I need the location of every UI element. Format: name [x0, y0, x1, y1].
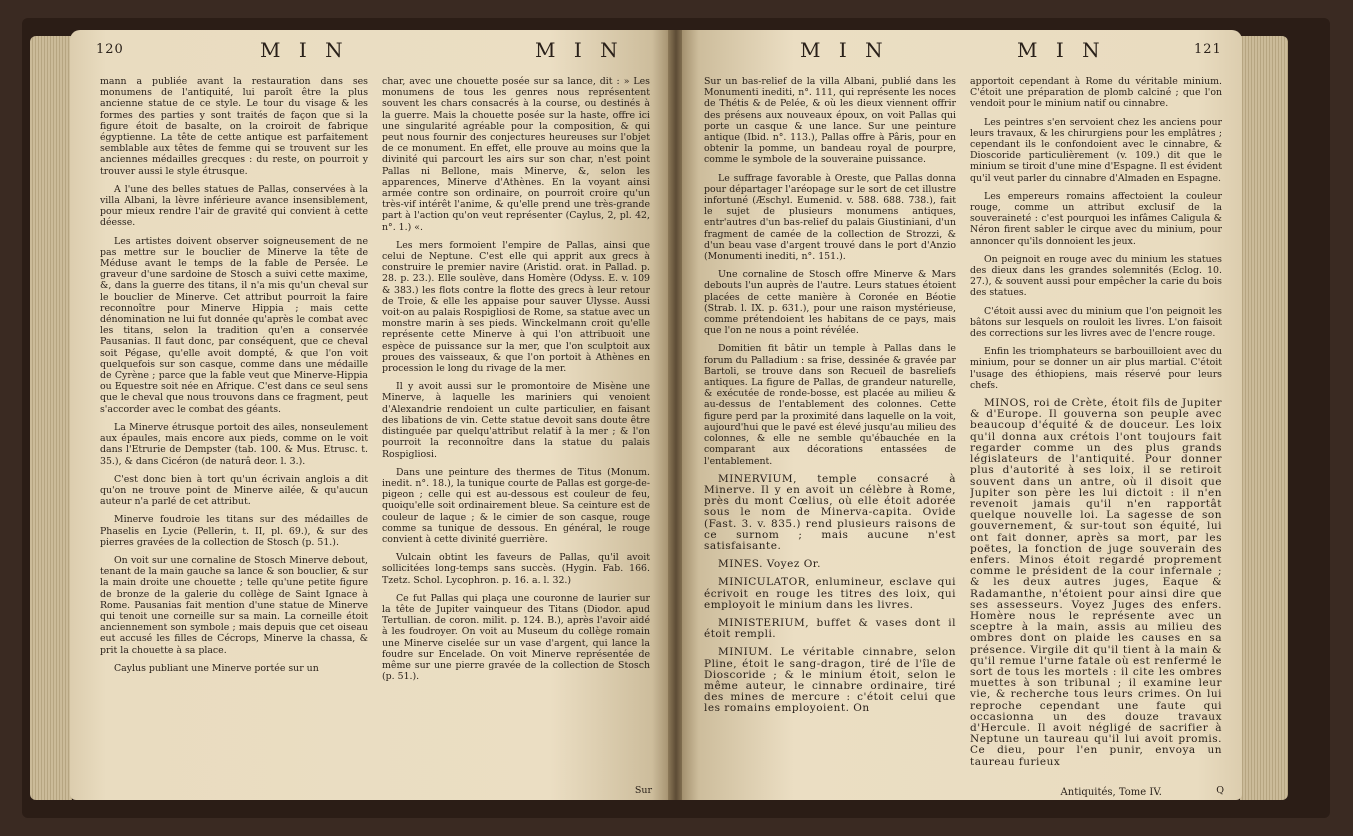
running-head-word: M I N: [1017, 38, 1106, 62]
catchword: Sur: [634, 785, 652, 796]
paragraph: Ce fut Pallas qui plaça une couronne de laurier sur la tête de Jupiter vainqueur des Titans (Diodor. apud Tertullian. de coron. milit. p. 124. B.), après l'avoir aidé à les foudroyer. On voit au Museum du collège romain une Minerve ciselée sur un vase d'argent, qui lance la foudre sur Encelade. On voit Minerve représentée de même sur une pierre gravée de la collection de Stosch (p. 51.).: [382, 592, 650, 683]
running-head-right: [682, 38, 1242, 68]
paragraph: Les mers formoient l'empire de Pallas, ainsi que celui de Neptune. C'est elle qui apprit aux grecs à construire le premier navire (Aristid. orat. in Pallad. p. 28. p. 23.). Elle soulève, dans Homère (Odyss. E. v. 109 & 383.) les flots contre la flotte des grecs à leur retour de Troie, & elle les appaise pour sauver Ulysse. Aussi voit-on au palais Rospigliosi de Rome, sa statue avec un monstre marin à ses pieds. Winckelmann croit qu'elle représente cette Minerve à qui l'on attribuoit une espèce de puissance sur la mer, que l'on sculptoit aux proues des vaisseaux, & que l'on portoit à Athènes en procession le long du rivage de la mer.: [382, 239, 650, 375]
left-page: [70, 30, 670, 800]
paragraph: Minerve foudroie les titans sur des médailles de Phaselis en Lycie (Pellerin, t. II, pl. 69.), & sur des pierres gravées de la collection de Stosch (p. 51.).: [100, 514, 368, 548]
right-page: [682, 30, 1242, 800]
text-column-2: [970, 76, 1222, 782]
paragraph: Domitien fit bâtir un temple à Pallas dans le forum du Palladium : sa frise, dessinée & gravée par Bartoli, se trouve dans son Recueil de basreliefs antiques. La figure de Pallas, de grandeur naturelle, & exécutée de ronde-bosse, est placée au milieu & au-dessus de l'entablement des colonnes. Cette figure perd par la proximité dans laquelle on la voit, aujourd'hui que le pavé est élevé jusqu'au milieu des colonnes, & elle ne semble qu'ébauchée en la comparant aux décorations entassées de l'entablement.: [704, 343, 956, 467]
entry-miniculator: MINICULATOR, enlumineur, esclave qui écrivoit en rouge les titres des loix, qui employoit le minium dans les livres.: [704, 576, 956, 611]
paragraph: C'est donc bien à tort qu'un écrivain anglois a dit qu'on ne trouve point de Minerve ailée, & qu'aucun auteur n'a parlé de cet attribut.: [100, 473, 368, 508]
page-edges-right: [1240, 36, 1288, 800]
running-head-word: M I N: [535, 38, 624, 62]
paragraph: Le suffrage favorable à Oreste, que Pallas donna pour départager l'aréopage sur le sort de cet illustre infortuné (Æschyl. Eumenid. v. 588. 688. 738.), fait le sujet de plusieurs monumens antiques, entr'autres d'un bas-relief du palais Giustiniani, d'un fragment de camée de la collection de Strozzi, & d'un beau vase d'argent trouvé dans le port d'Anzio (Monumenti inediti, n°. 151.).: [704, 172, 956, 263]
paragraph: Les empereurs romains affectoient la couleur rouge, comme un attribut exclusif de la souveraineté : c'est pourquoi les infâmes Caligula & Néron firent sabler le cirque avec du minium, pour annoncer qu'ils donnoient les jeux.: [970, 190, 1222, 247]
running-head-left: [70, 38, 670, 68]
paragraph: Une cornaline de Stosch offre Minerve & Mars debouts l'un auprès de l'autre. Leurs statues étoient placées de cette manière à Coronée en Béotie (Strab. l. IX. p. 631.), pour une raison mystérieuse, comme prétendoient les habitans de ce pays, mais que l'on ne nous a point révélée.: [704, 269, 956, 337]
paragraph: A l'une des belles statues de Pallas, conservées à la villa Albani, la lèvre inférieure avance insensiblement, pour mieux rendre l'air de gravité qui convient à cette déesse.: [100, 183, 368, 229]
text-column-1: [100, 76, 368, 782]
paragraph: La Minerve étrusque portoit des ailes, nonseulement aux épaules, mais encore aux pieds, comme on le voit dans l'Etrurie de Dempster (tab. 100. & Mus. Etrusc. t. 35.), & dans Cicéron (de naturâ deor. l. 3.).: [100, 421, 368, 467]
page-number: 121: [1194, 42, 1222, 57]
page-edges-left: [30, 36, 72, 800]
signature-line: Antiquités, Tome IV.: [1060, 787, 1162, 798]
paragraph: apportoit cependant à Rome du véritable minium. C'étoit une préparation de plomb calciné ; que l'on vendoit pour le minium natif ou cinnabre.: [970, 76, 1222, 110]
paragraph: Sur un bas-relief de la villa Albani, publié dans les Monumenti inediti, n°. 111, qui représente les noces de Thétis & de Pelée, & où les dieux viennent offrir des présens aux nouveaux époux, on voit Pallas qui porte un casque & une lance. Sur une peinture antique (Ibid. n°. 113.), Pallas offre à Pâris, pour en obtenir la pomme, un bandeau royal de pourpre, comme le symbole de la souveraine puissance.: [704, 76, 956, 166]
paragraph: On voit sur une cornaline de Stosch Minerve debout, tenant de la main gauche sa lance & son bouclier, & sur la main droite une chouette ; telle qu'une petite figure de bronze de la galerie du collège de Saint Ignace à Rome. Pausanias fait mention d'une statue de Minerve qui tenoit une corneille sur sa main. La corneille étoit anciennement son symbole ; mais depuis que cet oiseau eut accusé les filles de Cécrops, Minerve la chassa, & prit la chouette à sa place.: [100, 554, 368, 656]
paragraph: Dans une peinture des thermes de Titus (Monum. inedit. n°. 18.), la tunique courte de Pallas est gorge-de-pigeon ; celle qui est au-dessous est couleur de feu, quoiqu'elle soit ordinairement bleue. Sa ceinture est de couleur de laque ; & le cimier de son casque, rouge comme sa tunique de dessous. En général, le rouge convient à cette divinité guerrière.: [382, 466, 650, 545]
paragraph: char, avec une chouette posée sur sa lance, dit : » Les monumens de tous les genres nous représentent souvent les chars consacrés à la course, ou destinés à la guerre. Mais la chouette posée sur la haste, offre ici une singularité agréable pour la composition, & qui peut nous fournir des conjectures heureuses sur l'objet de ce monument. En effet, elle prouve au moins que la divinité qui parcourt les airs sur son char, n'est point Pallas ni Bellone, mais Minerve, &, selon les apparences, Minerve d'Athènes. En la voyant ainsi armée contre son ordinaire, on pourroit croire qu'un très-vif intérêt l'anime, & qu'elle prend une très-grande part à l'action qu'on veut représenter (Caylus, 2, pl. 42, n°. 1.) «.: [382, 76, 650, 233]
entry-minium: MINIUM. Le véritable cinnabre, selon Pline, étoit le sang-dragon, tiré de l'île de Dioscoride ; & le minium étoit, selon le même auteur, le cinnabre ordinaire, tiré des mines de mercure : c'étoit celui que les romains employoient. On: [704, 646, 956, 715]
paragraph: Vulcain obtint les faveurs de Pallas, qu'il avoit sollicitées long-temps sans succès. (Hygin. Fab. 166. Tzetz. Schol. Lycophron. p. 16. a. l. 32.): [382, 552, 650, 586]
paragraph: Il y avoit aussi sur le promontoire de Misène une Minerve, à laquelle les mariniers qui venoient d'Alexandrie rendoient un culte particulier, en faisant des libations de vin. Cette statue devoit sans doute être distinguée par quelqu'attribut relatif à la mer ; & l'on pourroit la reconnoître dans la statue du palais Rospigliosi.: [382, 381, 650, 460]
paragraph: mann a publiée avant la restauration dans ses monumens de l'antiquité, lui paroît être la plus ancienne statue de ce style. Le tour du visage & les formes des parties y sont traités de façon que si la figure étoit de basalte, on la croiroit de fabrique égyptienne. La tête de cette antique est parfaitement semblable aux têtes de femme qui se trouvent sur les anciennes médailles grecques : du reste, on pourroit y trouver aussi le style étrusque.: [100, 76, 368, 177]
page-number: 120: [96, 42, 124, 57]
catchword: Q: [1216, 785, 1224, 796]
running-head-word: M I N: [800, 38, 889, 62]
entry-mines: MINES. Voyez Or.: [718, 558, 822, 571]
text-column-2: [382, 76, 650, 782]
text-column-1: [704, 76, 956, 782]
entry-minervium: MINERVIUM, temple consacré à Minerve. Il y en avoit un célèbre à Rome, près du mont Cœlius, où elle étoit adorée sous le nom de Minerva-capita. Ovide (Fast. 3. v. 835.) rend plusieurs raisons de ce surnom ; mais aucune n'est satisfaisante.: [704, 472, 956, 552]
entry-ministerium: MINISTERIUM, buffet & vases dont il étoit rempli.: [704, 616, 956, 641]
entry-minos: MINOS, roi de Crète, étoit fils de Jupiter & d'Europe. Il gouverna son peuple avec beaucoup d'équité & de douceur. Les loix qu'il donna aux crétois l'ont toujours fait regarder comme un des plus grands législateurs de l'antiquité. Pour donner plus d'autorité à ses loix, il se retiroit souvent dans un antre, où il disoit que Jupiter son père les lui dictoit : il n'en revenoit jamais qu'il n'en rapportât quelque nouvelle loi. La sagesse de son gouvernement, & sur-tout son équité, lui ont fait donner, après sa mort, par les poëtes, la fonction de juge souverain des enfers. Minos étoit regardé proprement comme le président de la cour infernale ; & les deux autres juges, Eaque & Radamanthe, n'étoient pour ainsi dire que ses assesseurs. Voyez Juges des enfers. Homère nous le représente avec un sceptre à la main, assis au milieu des ombres dont on plaide les causes en sa présence. Virgile dit qu'il tient à la main & qu'il remue l'urne fatale où est renfermé le sort de tous les mortels : il cite les ombres muettes à son tribunal ; il examine leur vie, & recherche tous leurs crimes. On lui reproche cependant une faute qui occasionna un des douze travaux d'Hercule. Il avoit négligé de sacrifier à Neptune un taureau qu'il lui avoit promis. Ce dieu, pour l'en punir, envoya un taureau furieux: [970, 397, 1222, 768]
paragraph: On peignoit en rouge avec du minium les statues des dieux dans les grandes solemnités (Eclog. 10. 27.), & souvent aussi pour empêcher la carie du bois des statues.: [970, 253, 1222, 299]
paragraph: Les artistes doivent observer soigneusement de ne pas mettre sur le bouclier de Minerve la tête de Méduse avant le temps de la fable de Persée. Le graveur d'une sardoine de Stosch a suivi cette maxime, &, dans la guerre des titans, il n'a mis qu'un cheval sur le bouclier de Minerve. Cet attribut pourroit la faire reconnoître pour Minerve Hippia ; mais cette dénomination ne lui fut donnée qu'après le combat avec les titans, selon la tradition qu'en a conservée Pausanias. Il faut donc, par conséquent, que ce cheval soit Pégase, qu'elle avoit dompté, & que l'on voit quelquefois sur son casque, comme dans une médaille de Cyrène ; parce que la fable veut que Minerve-Hippia ou Equestre soit née en Afrique. C'est dans ce seul sens que le cheval que nous trouvons dans ce fragment, peut s'accorder avec le combat des géants.: [100, 235, 368, 415]
paragraph: Les peintres s'en servoient chez les anciens pour leurs travaux, & les chirurgiens pour les emplâtres ; cependant ils le confondoient avec le cinnabre, & Dioscoride particulièrement (v. 109.) dit que le minium se tiroit d'une mine d'Espagne. Il est évident qu'il veut parler du cinnabre d'Almaden en Espagne.: [970, 116, 1222, 184]
paragraph: Caylus publiant une Minerve portée sur un: [114, 662, 319, 674]
paragraph: C'étoit aussi avec du minium que l'on peignoit les bâtons sur lesquels on rouloit les livres. L'on faisoit des corrections sur les livres avec de l'encre rouge.: [970, 305, 1222, 340]
paragraph: Enfin les triomphateurs se barbouilloient avec du minium, pour se donner un air plus martial. C'étoit l'usage des éthiopiens, mais réservé pour leurs chefs.: [970, 346, 1222, 391]
running-head-word: M I N: [260, 38, 349, 62]
